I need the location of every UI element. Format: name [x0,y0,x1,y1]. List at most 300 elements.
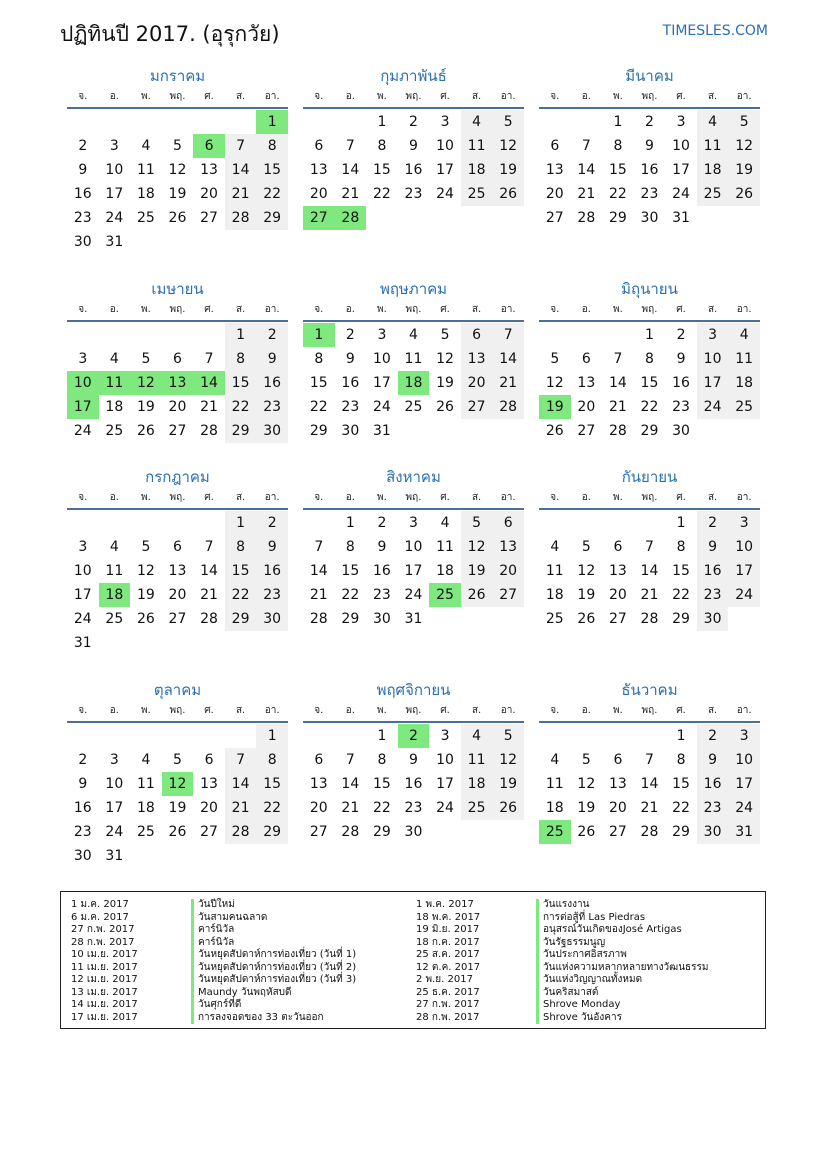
weekday-label: จ. [314,304,324,315]
day-cell: 19 [577,800,596,816]
day-cell: 7 [645,539,654,555]
legend-row [71,999,356,1012]
day-cell: 24 [436,186,454,202]
weekday-label: ศ. [440,91,450,102]
empty-cell [539,511,571,535]
day-cell: 3 [697,323,729,347]
day-cell: 30 [256,419,288,443]
day-cell: 15 [256,772,288,796]
day-cell: 13 [168,563,187,579]
day-cell: 4 [728,323,760,347]
day-grid [303,322,524,443]
day-cell: 16 [73,186,92,202]
day-cell: 14 [640,563,659,579]
day-cell: 20 [200,186,218,202]
weekday-label: อ. [109,705,119,716]
day-cell: 7 [314,539,324,555]
day-cell: 20 [577,399,596,415]
day-cell: 22 [372,186,391,202]
day-cell: 3 [440,728,450,744]
month-block [303,278,524,443]
day-cell: 15 [225,559,257,583]
day-cell: 7 [581,138,591,154]
day-cell: 18 [105,399,124,415]
day-cell: 3 [728,724,760,748]
legend-row [71,924,356,937]
empty-cell [602,323,634,347]
day-cell: 13 [492,535,524,559]
day-cell: 19 [168,186,187,202]
day-cell: 12 [728,134,760,158]
day-cell: 16 [256,371,288,395]
day-cell: 25 [105,611,124,627]
month-block [67,466,288,655]
weekday-label: ส. [471,304,482,315]
day-cell: 13 [545,162,564,178]
legend-date: 1 พ.ค. 2017 [416,899,474,910]
empty-cell [99,511,131,535]
day-cell: 30 [640,210,659,226]
day-cell: 6 [204,752,214,768]
month-block [539,679,760,844]
day-cell: 24 [73,611,92,627]
weekday-label: อา. [736,492,752,503]
day-cell: 10 [672,138,690,154]
weekday-label: อา. [736,705,752,716]
holiday-day-cell: 11 [99,371,131,395]
day-cell: 8 [377,752,387,768]
day-grid [67,322,288,443]
day-cell: 11 [461,748,493,772]
weekday-header [539,488,760,510]
day-cell: 27 [577,423,596,439]
day-grid [67,510,288,655]
day-cell: 30 [372,611,391,627]
day-cell: 31 [672,210,690,226]
weekday-label: ส. [235,91,246,102]
day-cell: 9 [697,535,729,559]
legend-date: 25 ส.ค. 2017 [416,949,480,960]
day-cell: 12 [545,375,564,391]
day-cell: 18 [697,158,729,182]
empty-cell [303,110,335,134]
day-cell: 26 [492,796,524,820]
legend-date: 25 ธ.ค. 2017 [416,986,480,998]
day-cell: 21 [577,186,596,202]
day-cell: 12 [492,134,524,158]
legend-row [416,924,708,937]
day-cell: 16 [697,772,729,796]
legend-row [71,949,356,962]
holiday-day-cell: 1 [303,323,335,347]
day-cell: 2 [676,327,686,343]
day-cell: 8 [314,351,324,367]
day-cell: 1 [676,515,686,531]
day-cell: 28 [640,611,659,627]
empty-cell [539,724,571,748]
day-cell: 7 [345,752,355,768]
day-cell: 3 [676,114,686,130]
day-cell: 28 [608,423,627,439]
day-cell: 18 [136,186,155,202]
day-cell: 16 [341,375,360,391]
day-cell: 29 [225,419,257,443]
legend-row [71,974,356,987]
day-cell: 23 [341,399,360,415]
day-cell: 12 [577,776,596,792]
day-cell: 4 [440,515,450,531]
day-cell: 6 [173,539,182,555]
legend-row [416,987,708,1000]
weekday-label: ส. [707,91,718,102]
day-cell: 22 [640,399,659,415]
day-cell: 8 [225,535,257,559]
legend-date: 12 เม.ย. 2017 [71,974,138,985]
day-cell: 15 [608,162,627,178]
day-cell: 27 [168,423,187,439]
day-cell: 5 [173,138,182,154]
day-cell: 1 [225,511,257,535]
holiday-day-cell: 27 [303,206,335,230]
day-cell: 2 [697,724,729,748]
day-cell: 14 [341,776,360,792]
weekday-label: อ. [109,492,119,503]
day-cell: 21 [640,587,659,603]
legend-date: 27 ก.พ. 2017 [71,924,135,935]
legend-date: 18 ก.ค. 2017 [416,936,480,948]
month-block [303,466,524,631]
weekday-label: ศ. [676,492,686,503]
day-cell: 26 [461,583,493,607]
weekday-label: จ. [314,91,324,102]
empty-cell [162,323,194,347]
day-cell: 25 [461,182,493,206]
day-cell: 9 [645,138,654,154]
weekday-label: ศ. [204,705,214,716]
legend-date: 6 ม.ค. 2017 [71,911,129,923]
day-cell: 9 [345,351,355,367]
empty-cell [634,511,666,535]
weekday-label: ศ. [676,91,686,102]
day-cell: 5 [440,327,450,343]
empty-cell [335,110,367,134]
legend-row [71,912,356,925]
month-title: พฤษภาคม [379,280,448,298]
day-cell: 28 [640,824,659,840]
weekday-label: อา. [500,492,516,503]
weekday-header [539,87,760,109]
month-block [67,65,288,254]
day-cell: 28 [577,210,596,226]
day-cell: 17 [436,776,454,792]
day-cell: 4 [141,138,151,154]
weekday-header [303,488,524,510]
day-cell: 22 [608,186,627,202]
month-title: มีนาคม [625,67,674,85]
weekday-label: อา. [264,492,280,503]
day-cell: 7 [645,752,654,768]
day-cell: 20 [200,800,218,816]
day-cell: 16 [672,375,690,391]
day-cell: 9 [697,748,729,772]
month-title: กันยายน [621,468,678,486]
day-cell: 9 [78,776,88,792]
weekday-label: พฤ. [405,304,422,315]
day-cell: 30 [697,820,729,844]
weekday-label: ส. [471,91,482,102]
day-cell: 18 [136,800,155,816]
holiday-day-cell: 25 [429,583,461,607]
day-cell: 1 [377,114,387,130]
day-cell: 22 [256,796,288,820]
day-cell: 21 [200,399,218,415]
day-cell: 5 [461,511,493,535]
day-cell: 20 [608,587,627,603]
day-cell: 25 [136,824,155,840]
day-cell: 8 [256,748,288,772]
weekday-header [539,701,760,723]
day-cell: 6 [461,323,493,347]
weekday-label: อ. [345,492,355,503]
day-cell: 12 [577,563,596,579]
weekday-label: ส. [707,304,718,315]
day-cell: 11 [697,134,729,158]
day-cell: 23 [256,583,288,607]
day-cell: 15 [341,563,360,579]
day-cell: 12 [436,351,454,367]
day-cell: 24 [372,399,391,415]
day-cell: 4 [697,110,729,134]
day-cell: 23 [640,186,659,202]
day-cell: 21 [492,371,524,395]
weekday-header [67,488,288,510]
day-cell: 24 [728,583,760,607]
day-cell: 18 [728,371,760,395]
day-cell: 3 [109,752,119,768]
day-cell: 15 [372,776,391,792]
day-cell: 8 [225,347,257,371]
legend-date: 10 เม.ย. 2017 [71,949,138,960]
day-cell: 23 [697,583,729,607]
day-cell: 26 [136,611,155,627]
day-cell: 6 [613,752,623,768]
day-cell: 4 [550,539,560,555]
day-cell: 23 [404,186,423,202]
weekday-label: อ. [345,91,355,102]
day-cell: 14 [341,162,360,178]
day-grid [303,723,524,844]
day-cell: 11 [404,351,423,367]
empty-cell [99,724,131,748]
day-cell: 27 [545,210,564,226]
day-cell: 2 [377,515,387,531]
day-cell: 3 [78,539,88,555]
legend-date: 2 พ.ย. 2017 [416,974,473,985]
day-cell: 25 [404,399,423,415]
legend-holiday-name: วันแห่งวิญญาณทั้งหมด [536,974,642,987]
day-cell: 23 [697,796,729,820]
day-cell: 26 [728,182,760,206]
weekday-label: อ. [581,705,591,716]
day-cell: 6 [314,752,324,768]
weekday-label: พ. [613,705,623,716]
weekday-label: พฤ. [405,492,422,503]
day-cell: 29 [372,824,391,840]
legend-holiday-name: Shrove วันอังคาร [536,1012,622,1025]
day-cell: 29 [640,423,659,439]
empty-cell [225,110,257,134]
day-cell: 21 [225,182,257,206]
day-cell: 11 [545,563,564,579]
weekday-header [67,87,288,109]
page-title: ปฏิทินปี 2017. (อุรุกวัย) [60,22,280,46]
day-cell: 11 [105,563,124,579]
weekday-label: ศ. [676,705,686,716]
day-cell: 28 [341,824,360,840]
weekday-label: ศ. [440,705,450,716]
empty-cell [130,724,162,748]
day-cell: 6 [314,138,324,154]
day-cell: 13 [608,776,627,792]
weekday-label: จ. [78,492,88,503]
day-cell: 29 [256,206,288,230]
day-cell: 11 [461,134,493,158]
day-cell: 24 [728,796,760,820]
day-cell: 1 [377,728,387,744]
weekday-label: อา. [736,304,752,315]
day-cell: 2 [78,138,88,154]
day-grid [303,109,524,230]
day-cell: 17 [404,563,423,579]
day-cell: 30 [404,824,423,840]
day-cell: 13 [200,776,218,792]
day-cell: 11 [136,776,155,792]
empty-cell [162,511,194,535]
day-cell: 3 [728,511,760,535]
day-cell: 24 [404,587,423,603]
day-cell: 31 [105,234,124,250]
weekday-label: พฤ. [169,304,186,315]
day-cell: 22 [672,587,690,603]
legend-holiday-name: วันรัฐธรรมนูญ [536,937,605,950]
day-cell: 4 [550,752,560,768]
legend-date: 1 ม.ค. 2017 [71,899,129,910]
legend-holiday-name: วันปีใหม่ [191,899,235,912]
day-cell: 6 [613,539,623,555]
weekday-label: อา. [500,705,516,716]
day-cell: 26 [577,611,596,627]
legend-holiday-name: Maundy วันพฤหัสบดี [191,987,292,1000]
day-cell: 15 [372,162,391,178]
weekday-header [303,87,524,109]
day-cell: 17 [73,587,92,603]
day-cell: 29 [309,423,328,439]
month-block [67,679,288,868]
empty-cell [67,511,99,535]
day-cell: 19 [168,800,187,816]
day-cell: 17 [728,772,760,796]
day-cell: 20 [168,587,187,603]
day-cell: 24 [697,395,729,419]
legend-date: 17 เม.ย. 2017 [71,1011,138,1023]
day-cell: 25 [461,796,493,820]
legend-holiday-name: การลงจอดของ 33 ตะวันออก [191,1012,324,1025]
empty-cell [225,724,257,748]
day-cell: 5 [492,110,524,134]
weekday-label: จ. [550,91,560,102]
day-cell: 10 [697,347,729,371]
month-title: มกราคม [149,67,206,85]
holiday-day-cell: 6 [193,134,225,158]
weekday-label: จ. [550,492,560,503]
weekday-label: พฤ. [169,492,186,503]
day-cell: 17 [372,375,391,391]
weekday-label: ศ. [204,492,214,503]
legend-column-right [416,899,708,1024]
empty-cell [193,323,225,347]
weekday-header [67,300,288,322]
empty-cell [571,323,603,347]
weekday-label: จ. [78,705,88,716]
day-cell: 30 [672,423,690,439]
legend-date: 27 ก.พ. 2017 [416,999,480,1010]
day-cell: 8 [377,138,387,154]
day-cell: 20 [309,800,328,816]
weekday-label: พ. [613,492,623,503]
brand-link[interactable]: TIMESLES.COM [662,23,768,39]
weekday-label: จ. [550,304,560,315]
empty-cell [571,724,603,748]
day-cell: 20 [168,399,187,415]
day-cell: 5 [492,724,524,748]
day-cell: 11 [436,539,454,555]
day-cell: 1 [225,323,257,347]
empty-cell [335,724,367,748]
day-cell: 22 [341,587,360,603]
weekday-label: ศ. [204,91,214,102]
empty-cell [539,323,571,347]
day-cell: 30 [697,607,729,631]
empty-cell [67,110,99,134]
weekday-label: ส. [707,492,718,503]
month-block [539,466,760,631]
day-cell: 2 [697,511,729,535]
day-cell: 18 [461,772,493,796]
day-cell: 14 [200,563,218,579]
month-title: ธันวาคม [621,681,678,699]
day-cell: 16 [404,162,423,178]
month-title: มิถุนายน [621,280,678,298]
day-cell: 23 [672,399,690,415]
day-cell: 1 [645,327,654,343]
empty-cell [67,724,99,748]
day-cell: 10 [73,563,92,579]
day-cell: 17 [728,559,760,583]
day-cell: 21 [225,796,257,820]
weekday-label: พ. [141,492,151,503]
day-cell: 9 [409,138,418,154]
day-cell: 15 [640,375,659,391]
holiday-day-cell: 17 [67,395,99,419]
weekday-label: จ. [78,304,88,315]
day-cell: 9 [676,351,686,367]
day-cell: 24 [105,824,124,840]
day-cell: 14 [225,772,257,796]
weekday-label: พ. [141,91,151,102]
holiday-day-cell: 13 [162,371,194,395]
day-cell: 13 [309,162,328,178]
day-cell: 1 [613,114,623,130]
